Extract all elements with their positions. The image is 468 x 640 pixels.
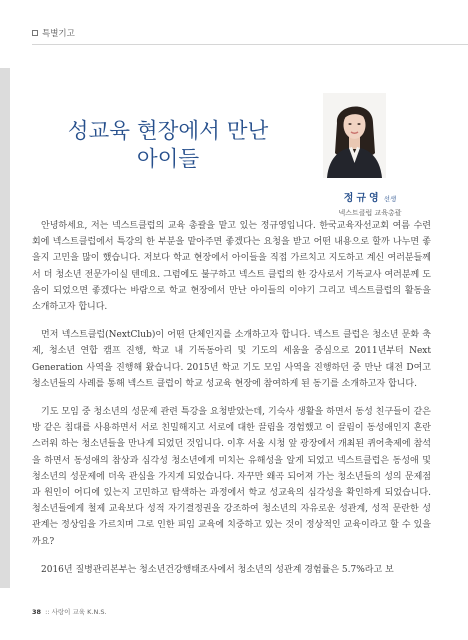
paragraph: 안녕하세요, 저는 넥스트클럽의 교육 총괄을 맡고 있는 정규영입니다. 한국교육자선교회 여름 수련회에 넥스트클럽에서 특강의 한 부분을 맡아주면 좋겠다는 요청을 받고 어떤 내용으로 할까 나누면 좋을지 고민을 많이 했습니다. 저보다 학교 현장에서 아이들을 직접 가르치고 지도하고 계신 여러분들께서 더 청소년 전문가이실 텐데요. 그럼에도 불구하고 넥스트 클럽의 한 강사로서 기독교사 여러분께 도움이 되었으면 좋겠다는 바람으로 학교 현장에서 만난 아이들의 이야기 그리고 넥스트클럽의 활동을 소개하고자 합니다. — [32, 221, 431, 313]
author-name: 정규영 — [343, 193, 382, 204]
author-byline — [320, 186, 420, 218]
page-footer — [32, 607, 107, 616]
square-bullet-icon — [32, 30, 38, 36]
paragraph: 2016년 질병관리본부는 청소년건강행태조사에서 청소년의 성관계 경험률은 5.7%라고 보 — [41, 564, 394, 575]
footer-separator: :: — [45, 608, 50, 616]
article-title — [52, 118, 284, 174]
author-suffix: 선생 — [383, 195, 397, 203]
section-label: 특별기고 — [42, 29, 75, 39]
author-role: 넥스트클럽 교육총괄 — [338, 209, 402, 217]
paragraph: 기도 모임 중 청소년의 성문제 관련 특강을 요청받았는데, 기숙사 생활을 하면서 동성 친구들이 같은 방 같은 침대를 사용하면서 서로 친밀해지고 서로에 대한 끌림을 경험했고 이 끌림이 동성애인지 혼란스러워 하는 청소년들을 만나게 되었던 것입니다. 이후 서울 시청 앞 광장에서 개최된 퀴어축제에 참석을 하면서 동성애의 참상과 심각성 청소년에게 미치는 유해성을 알게 되었고 넥스트클럽은 동성애 및 청소년의 성문제에 더욱 관심을 가지게 되었습니다. 자꾸만 왜곡 되어져 가는 청소년들의 성의 문제점과 원인이 어디에 있는지 고민하고 탐색하는 과정에서 학교 성교육의 심각성을 확인하게 되었습니다. 청소년들에게 철제 교육보다 성적 자기결정권을 강조하여 청소년의 자유로운 성관계, 성적 문란한 성관계는 정상임을 가르치며 그로 인한 피임 교육에 치중하고 있는 것이 정상적인 교육이라고 할 수 있을까요? — [32, 407, 431, 547]
paragraph: 먼저 넥스트클럽(NextClub)이 어떤 단체인지를 소개하고자 합니다. 넥스트 클럽은 청소년 문화 축제, 청소년 연합 캠프 진행, 학교 내 기독동아리 및 기도의 세움을 중심으로 2011년부터 Next Generation 사역을 진행해 왔습니다. 2015년 학교 기도 모임 사역을 진행하던 중 만난 대전 D여고 청소년들의 사례를 통해 넥스트 클럽이 학교 성교육 현장에 참여하게 된 동기를 소개하고자 합니다. — [32, 330, 431, 389]
page-number: 38 — [32, 608, 42, 616]
publication-name: 사랑이 교육 K.N.S. — [51, 608, 107, 616]
title-line-1: 성교육 현장에서 만난 — [67, 119, 269, 144]
author-photo — [323, 93, 386, 178]
title-line-2: 아이들 — [136, 147, 200, 172]
sidebar-accent-bar — [0, 68, 10, 588]
article-body — [32, 218, 431, 590]
section-header — [32, 27, 75, 39]
header-divider — [32, 44, 468, 45]
